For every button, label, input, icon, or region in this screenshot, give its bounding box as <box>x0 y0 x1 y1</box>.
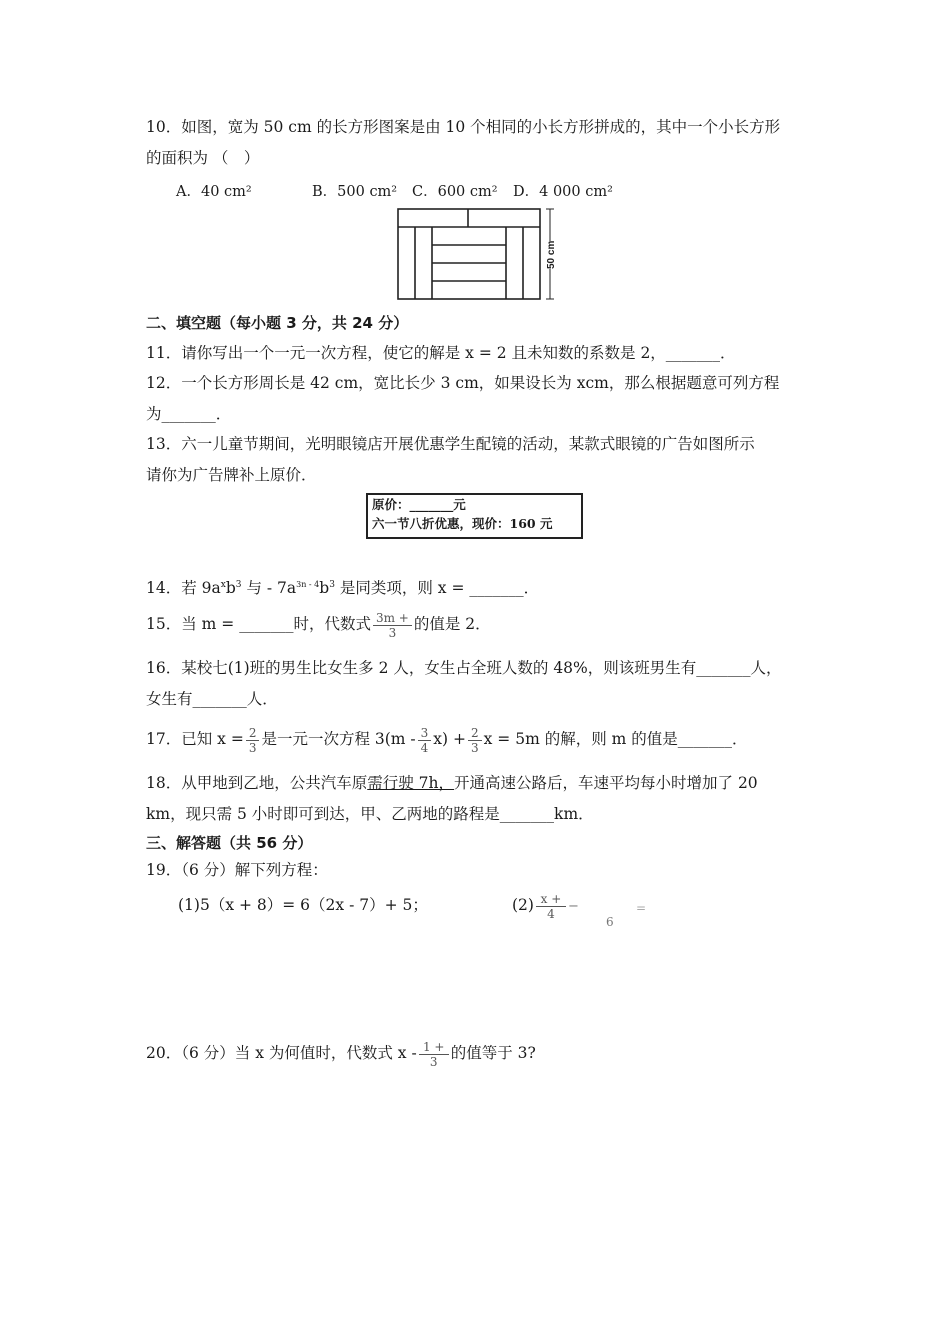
q10-option-a: A．40 cm² <box>176 184 252 200</box>
q14: 14．若 $9a^xb^3$ 与 - $7a^{3n - 4}b^3$ 是同类项，则 x = _______． <box>146 579 540 598</box>
q15-fraction: $\frac{3m +}{3}$ <box>373 611 412 640</box>
q19-part1: (1)5（x + 8）= 6（2x - 7）+ 5； <box>178 896 428 914</box>
q12-line1: 12．一个长方形周长是 42 cm，宽比长少 3 cm，如果设长为 xcm，那么根据题意可列方程 <box>146 374 780 392</box>
q18-line1: 18．从甲地到乙地，公共汽车原需行驶 7h，开通高速公路后，车速平均每小时增加了 20 <box>146 774 758 792</box>
q19-part2-six: 6 <box>606 915 614 929</box>
q17: 17．已知 x = $\frac{2}{3}$ 是一元一次方程 3(m - $\frac{3}{4}$ x) + $\frac{2}{3}$ x = 5m 的解，则 m 的值是_______． <box>146 725 748 755</box>
q16-line2: 女生有_______人． <box>146 690 278 708</box>
ad-discount-price: 六一节八折优惠，现价：160 元 <box>372 516 553 531</box>
q20: 20．（6 分）当 x 为何值时，代数式 x - $\frac{1 +}{3}$ 的值等于 3? <box>146 1039 536 1069</box>
q10-line2: 的面积为 （ ） <box>146 149 260 167</box>
q12-line2: 为_______． <box>146 405 232 423</box>
q10-option-d: D．4 000 cm² <box>513 184 613 200</box>
q18-line2: km，现只需 5 小时即可到达，甲、乙两地的路程是_______km． <box>146 805 594 823</box>
q19-part2: (2) $\frac{x +}{4}$ − <box>512 891 579 921</box>
q19-title: 19．（6 分）解下列方程： <box>146 861 328 879</box>
section-3-heading: 三、解答题（共 56 分） <box>146 834 313 852</box>
q10-option-c: C．600 cm² <box>412 184 498 200</box>
ad-original-price: 原价：_______元 <box>372 497 466 512</box>
q13-line1: 13．六一儿童节期间，光明眼镜店开展优惠学生配镜的活动，某款式眼镜的广告如图所示 <box>146 435 755 453</box>
section-2-heading: 二、填空题（每小题 3 分，共 24 分） <box>146 314 409 332</box>
advertisement-board <box>366 493 583 539</box>
q10-line1: 10．如图，宽为 50 cm 的长方形图案是由 10 个相同的小长方形拼成的，其中一个小长方形 <box>146 118 781 136</box>
q10-option-b: B．500 cm² <box>312 184 398 200</box>
q16-line1: 16．某校七(1)班的男生比女生多 2 人，女生占全班人数的 48%，则该班男生有_______人， <box>146 659 782 677</box>
q13-line2: 请你为广告牌补上原价． <box>146 466 317 484</box>
figure-width-label: 50 cm <box>546 240 557 269</box>
q19-part2-equals: = <box>636 901 647 915</box>
rectangle-pattern-figure <box>390 205 565 303</box>
q15: 15．当 m = _______时，代数式 $\frac{3m +}{3}$ 的值是 2． <box>146 610 491 640</box>
q11: 11．请你写出一个一元一次方程，使它的解是 x = 2 且未知数的系数是 2，_______． <box>146 344 736 362</box>
